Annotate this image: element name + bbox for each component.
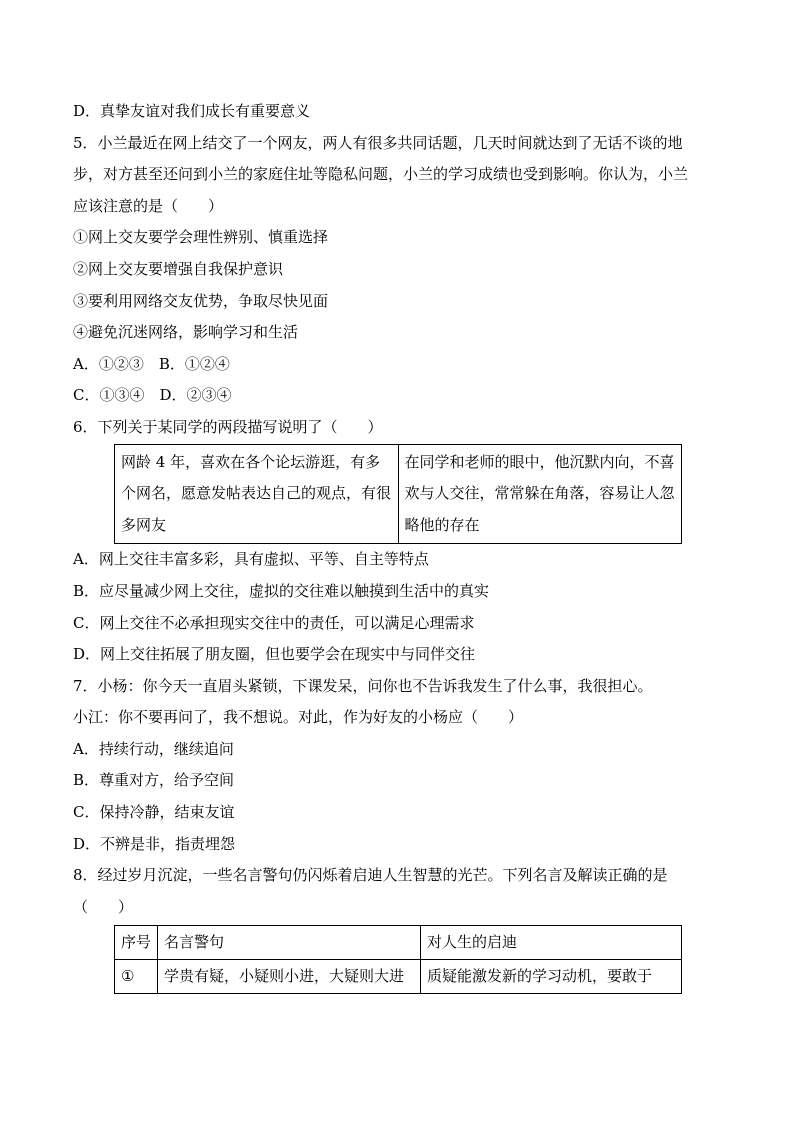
q8-row1-insight: 质疑能激发新的学习动机，要敢于	[421, 960, 682, 994]
q4-option-d: D．真挚友谊对我们成长有重要意义	[73, 102, 311, 120]
q7-stem-line-2: 小江：你不要再问了，我不想说。对此，作为好友的小杨应（ ）	[73, 708, 524, 727]
q8-quote-table	[114, 925, 682, 994]
q8-stem-line-1: 8．经过岁月沉淀，一些名言警句仍闪烁着启迪人生智慧的光芒。下列名言及解读正确的是	[73, 866, 668, 885]
q8-header-insight: 对人生的启迪	[421, 926, 682, 960]
q8-row1-quote: 学贵有疑，小疑则小进，大疑则大进	[158, 960, 421, 994]
q8-header-no: 序号	[115, 926, 158, 960]
q5-statement-3: ③要利用网络交友优势，争取尽快见面	[73, 291, 329, 310]
q5-statement-1: ①网上交友要学会理性辨别、慎重选择	[73, 228, 329, 247]
q5-stem-line-3: 应该注意的是（ ）	[73, 196, 224, 215]
q8-header-quote: 名言警句	[158, 926, 421, 960]
exam-page	[73, 96, 733, 994]
q5-options-row-1: A．①②③ B．①②④	[73, 354, 230, 373]
q5-stem-line-2: 步，对方甚至还问到小兰的家庭住址等隐私问题，小兰的学习成绩也受到影响。你认为，小兰	[73, 165, 689, 184]
q7-option-d: D．不辨是非，指责埋怨	[73, 834, 236, 853]
q5-stem-line-1: 5．小兰最近在网上结交了一个网友，两人有很多共同话题，几天时间就达到了无话不谈的地	[73, 133, 683, 152]
q6-table-right-cell: 在同学和老师的眼中，他沉默内向，不喜欢与人交往，常常躲在角落，容易让人忽略他的存在	[398, 444, 682, 544]
q7-stem-line-1: 7．小杨：你今天一直眉头紧锁，下课发呆，问你也不告诉我发生了什么事，我很担心。	[73, 676, 653, 695]
q7-option-c: C．保持冷静，结束友谊	[73, 803, 235, 822]
q6-option-c: C．网上交往不必承担现实交往中的责任，可以满足心理需求	[73, 613, 475, 632]
q5-statement-2: ②网上交友要增强自我保护意识	[73, 259, 284, 278]
q5-statement-4: ④避免沉迷网络，影响学习和生活	[73, 323, 299, 342]
q6-option-a: A．网上交往丰富多彩，具有虚拟、平等、自主等特点	[73, 550, 429, 569]
q8-row1-no: ①	[115, 960, 158, 994]
q6-stem: 6．下列关于某同学的两段描写说明了（ ）	[73, 417, 383, 436]
q6-table-left-cell: 网龄 4 年，喜欢在各个论坛游逛，有多个网名，愿意发帖表达自己的观点，有很多网友	[115, 444, 399, 544]
q7-option-b: B．尊重对方，给予空间	[73, 771, 235, 790]
q6-option-b: B．应尽量减少网上交往，虚拟的交往难以触摸到生活中的真实	[73, 581, 490, 600]
q8-stem-line-2: （ ）	[73, 897, 134, 916]
q6-option-d: D．网上交往拓展了朋友圈，但也要学会在现实中与同伴交往	[73, 645, 476, 664]
table-row	[115, 960, 682, 994]
q7-option-a: A．持续行动，继续追问	[73, 739, 234, 758]
q8-table-header-row	[115, 926, 682, 960]
q5-options-row-2: C．①③④ D．②③④	[73, 386, 232, 405]
q6-description-table	[114, 444, 682, 545]
